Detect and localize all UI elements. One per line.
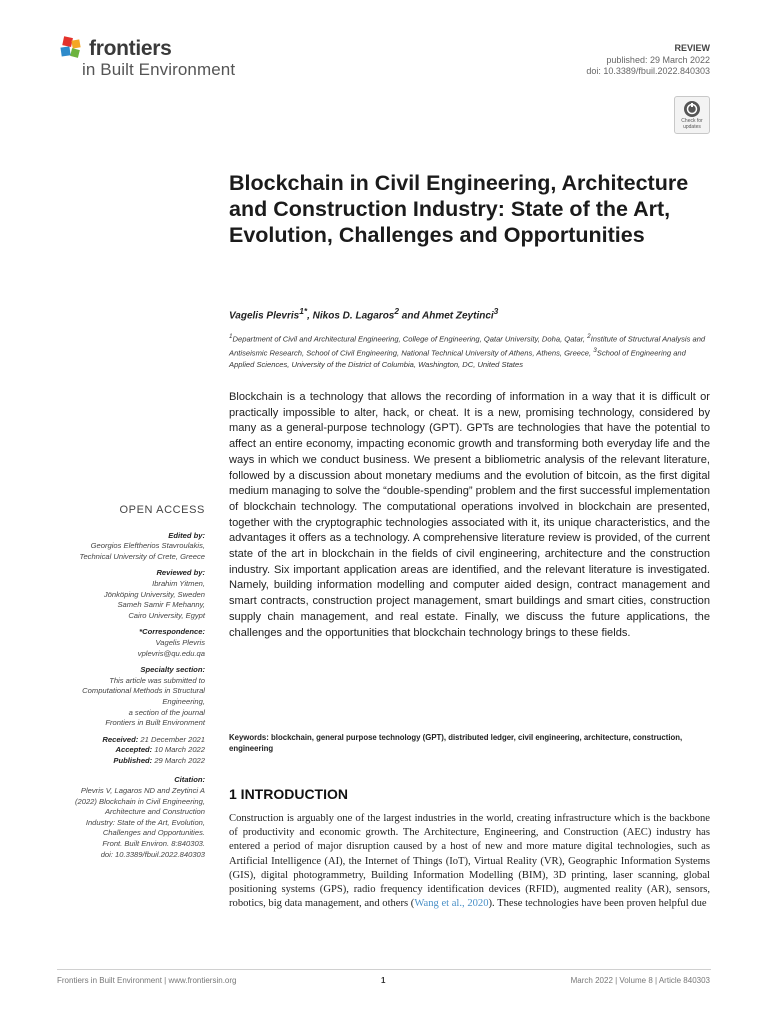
- edited-by-label: Edited by:: [168, 530, 205, 540]
- section-heading-introduction: 1 INTRODUCTION: [229, 786, 348, 802]
- journal-brand: frontiers: [89, 37, 172, 60]
- affiliation-1: Department of Civil and Architectural Engineering, College of Engineering, Qatar University, Doha, Qatar,: [232, 334, 588, 344]
- keywords-text: blockchain, general purpose technology (GPT), distributed ledger, civil engineering, architecture, construction, engineering: [229, 733, 683, 753]
- footer-issue-info: March 2022 | Volume 8 | Article 840303: [570, 976, 710, 985]
- author-name[interactable]: Vagelis Plevris: [229, 310, 300, 322]
- article-type: REVIEW: [674, 43, 710, 53]
- published-value: 29 March 2022: [152, 755, 205, 765]
- reviewer-line: Jönköping University, Sweden: [103, 589, 205, 599]
- author-sep: and: [399, 310, 422, 322]
- correspondence-label: *Correspondence:: [139, 627, 205, 637]
- citation-doi[interactable]: doi: 10.3389/fbuil.2022.840303: [100, 849, 205, 859]
- badge-text-2: updates: [683, 123, 701, 130]
- dates-block: [45, 735, 205, 767]
- open-access-label: OPEN ACCESS: [119, 504, 205, 516]
- citation-line: Front. Built Environ. 8:840303.: [102, 839, 205, 849]
- introduction-text: [229, 812, 710, 911]
- abstract: Blockchain is a technology that allows the recording of information in a way that it is difficult or practically impossible to alter, hack, or cheat. It is a new, promising technology, considered by many as a general-purpose technology (GPT). GPTs are technologies that have the potential to affect an entire economy, impacting economic growth and transforming both everyday life and the ways in which we conduct business. We present a bibliometric analysis of the relevant literature, followed by a discussion about monetary mediums and the evolution of bitcoin, as the first digital medium managing to solve the “double-spending” problem and the first successful implementation of blockchain technology. The computational operations involved in blockchain are presented, together with the cryptographic technologies associated with it, its unique characteristics, and the advantages it offers as a technology. A comprehensive literature review is provided, of the current state of the art in blockchain in the fields of civil engineering, architecture and the construction industry. Six important application areas are identified, and the relevant literature is investigated. Namely, building information modelling and computer aided design, contract management and smart contracts, construction project management, smart buildings and smart cities, construction supply chain management, and real estate. Finally, we discuss the future applications, the challenges and the opportunities that blockchain technology brings to these fields.: [229, 391, 710, 639]
- affil-sup: 3: [593, 347, 597, 355]
- affiliation-3: School of Engineering and Applied Sciences, University of the District of Columbia, Washington, DC, United States: [229, 348, 686, 370]
- author-list: [229, 306, 709, 321]
- specialty-line: Frontiers in Built Environment: [105, 718, 205, 728]
- received-value: 21 December 2021: [138, 734, 205, 744]
- reviewed-by-block: [45, 568, 205, 621]
- check-for-updates-button[interactable]: [674, 96, 710, 134]
- affil-sup: 2: [587, 333, 591, 340]
- published-label: Published:: [113, 755, 153, 765]
- correspondence-block: [45, 627, 205, 659]
- specialty-line: Computational Methods in Structural: [82, 686, 205, 696]
- specialty-label: Specialty section:: [140, 665, 205, 675]
- correspondence-email[interactable]: vplevris@qu.edu.qa: [137, 648, 205, 658]
- correspondence-name: Vagelis Plevris: [155, 637, 205, 647]
- keywords-label: Keywords:: [229, 733, 269, 742]
- reviewer-line[interactable]: Sameh Samir F Mehanny,: [117, 600, 205, 610]
- intro-text-part: ). These technologies have been proven helpful due: [488, 898, 707, 910]
- specialty-line: a section of the journal: [128, 707, 205, 717]
- accepted-label: Accepted:: [115, 745, 153, 755]
- author-sup: 3: [493, 306, 499, 316]
- editor-line[interactable]: Georgios Eleftherios Stavroulakis,: [90, 541, 205, 551]
- specialty-line: Engineering,: [162, 696, 205, 706]
- received-label: Received:: [102, 734, 139, 744]
- journal-subtitle: in Built Environment: [82, 60, 236, 79]
- article-meta-header: [586, 43, 710, 78]
- citation-line: Challenges and Opportunities.: [102, 828, 205, 838]
- article-doi[interactable]: doi: 10.3389/fbuil.2022.840303: [586, 66, 710, 77]
- check-updates-icon: [683, 100, 701, 118]
- received-date: [45, 735, 205, 746]
- author-sep: ,: [307, 310, 313, 322]
- citation-line: (2022) Blockchain in Civil Engineering,: [74, 796, 205, 806]
- citation-line: Industry: State of the Art, Evolution,: [85, 817, 205, 827]
- author-name[interactable]: Nikos D. Lagaros: [312, 310, 395, 322]
- citation-line: Plevris V, Lagaros ND and Zeytinci A: [80, 786, 205, 796]
- article-title: Blockchain in Civil Engineering, Architecture and Construction Industry: State of the Art, Evolution, Challenges and Opportunities: [229, 171, 689, 247]
- citation-link[interactable]: Wang et al., 2020: [414, 898, 489, 910]
- footer-divider: [57, 969, 711, 970]
- journal-logo[interactable]: [57, 32, 277, 82]
- keywords: [229, 732, 710, 754]
- reviewer-line: Cairo University, Egypt: [128, 610, 205, 620]
- citation-label: Citation:: [174, 775, 205, 785]
- specialty-line: This article was submitted to: [109, 675, 205, 685]
- specialty-block: [45, 665, 205, 729]
- editor-line: Technical University of Crete, Greece: [79, 551, 205, 561]
- author-sup: 1*: [299, 306, 308, 316]
- reviewer-line[interactable]: Ibrahim Yitmen,: [152, 578, 205, 588]
- author-name[interactable]: Ahmet Zeytinci: [421, 310, 494, 322]
- published-date-sidebar: [45, 756, 205, 767]
- accepted-value: 10 March 2022: [152, 745, 205, 755]
- footer-journal-link[interactable]: Frontiers in Built Environment | www.frontiersin.org: [57, 976, 237, 985]
- badge-text-1: Check for: [681, 118, 703, 124]
- edited-by-block: [45, 531, 205, 563]
- accepted-date: [45, 745, 205, 756]
- affiliation-2: Institute of Structural Analysis and Antiseismic Research, School of Civil Engineering, National Technical University of Athens, Athens, Greece,: [229, 334, 706, 358]
- affiliations: [229, 331, 711, 371]
- article-info-sidebar: [45, 505, 205, 866]
- intro-text-part: Construction is arguably one of the largest industries in the world, creating infrastructure which is the backbone of productivity and economic growth. The Architecture, Engineering, and Construction (AEC) industry has entered a period of major disruption caused by a host of new and more mature digital technologies, such as Artificial Intelligence (AI), the Internet of Things (IoT), Virtual Reality (VR), Geographic Information Systems (GIS), digital photogrammetry, Building Information Modelling (BIM), 3D printing, laser scanning, global positioning systems (GPS), radio frequency identification devices (RFID), augmented reality (AR), sensors, robotics, big data management, and others (: [229, 813, 710, 910]
- published-date: published: 29 March 2022: [606, 54, 710, 65]
- citation-line: Architecture and Construction: [104, 807, 205, 817]
- citation-block: [45, 775, 205, 860]
- affil-sup: 1: [229, 333, 233, 340]
- reviewed-by-label: Reviewed by:: [156, 568, 205, 578]
- page-number: 1: [381, 976, 386, 985]
- author-sup: 2: [394, 306, 400, 316]
